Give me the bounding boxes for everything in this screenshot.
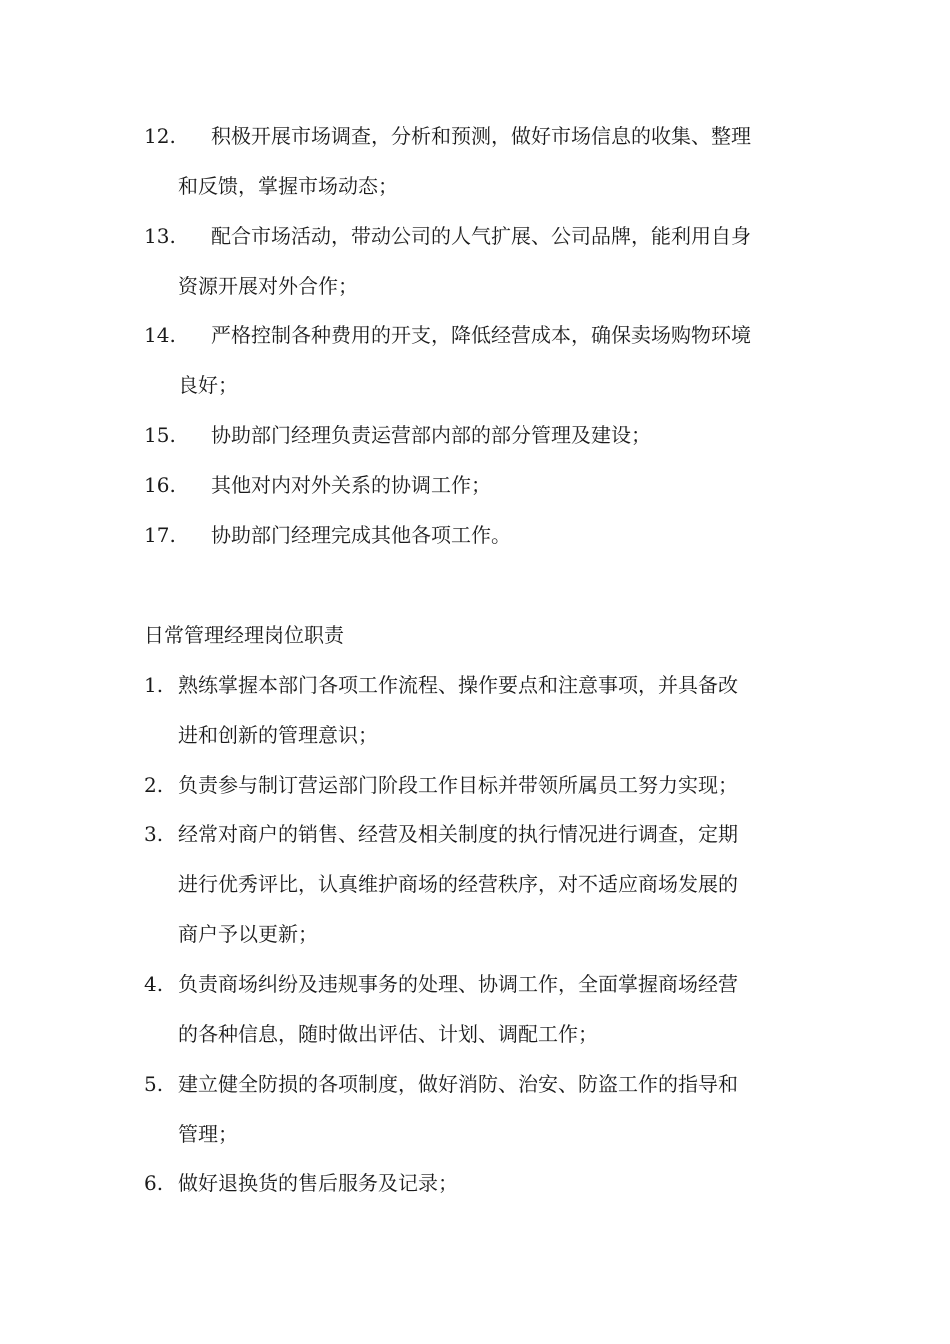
item-text-line: 负责商场纠纷及违规事务的处理、协调工作，全面掌握商场经营 bbox=[178, 972, 738, 996]
item-text-line: 商户予以更新； bbox=[178, 922, 318, 946]
item-text-line: 负责参与制订营运部门阶段工作目标并带领所属员工努力实现； bbox=[178, 773, 738, 797]
section-title: 日常管理经理岗位职责 bbox=[144, 623, 344, 647]
item-text-line: 配合市场活动，带动公司的人气扩展、公司品牌，能利用自身 bbox=[211, 224, 751, 248]
item-number: 6. bbox=[144, 1171, 164, 1195]
item-text-line: 资源开展对外合作； bbox=[178, 274, 358, 298]
item-text-line: 熟练掌握本部门各项工作流程、操作要点和注意事项，并具备改 bbox=[178, 673, 738, 697]
item-number: 13. bbox=[144, 224, 176, 248]
item-text-line: 的各种信息，随时做出评估、计划、调配工作； bbox=[178, 1022, 598, 1046]
item-text-line: 进行优秀评比，认真维护商场的经营秩序，对不适应商场发展的 bbox=[178, 872, 738, 896]
item-text-line: 协助部门经理完成其他各项工作。 bbox=[211, 523, 511, 547]
item-text-line: 进和创新的管理意识； bbox=[178, 723, 378, 747]
item-number: 3. bbox=[144, 822, 164, 846]
item-text-line: 管理； bbox=[178, 1122, 238, 1146]
item-text-line: 和反馈，掌握市场动态； bbox=[178, 174, 398, 198]
item-text-line: 积极开展市场调查，分析和预测，做好市场信息的收集、整理 bbox=[211, 124, 751, 148]
item-number: 16. bbox=[144, 473, 176, 497]
item-number: 5. bbox=[144, 1072, 164, 1096]
item-number: 1. bbox=[144, 673, 164, 697]
item-number: 4. bbox=[144, 972, 164, 996]
item-text-line: 良好； bbox=[178, 373, 238, 397]
item-number: 2. bbox=[144, 773, 164, 797]
item-text-line: 建立健全防损的各项制度，做好消防、治安、防盗工作的指导和 bbox=[178, 1072, 738, 1096]
item-number: 12. bbox=[144, 124, 176, 148]
item-text-line: 严格控制各种费用的开支，降低经营成本，确保卖场购物环境 bbox=[211, 323, 751, 347]
item-number: 14. bbox=[144, 323, 176, 347]
item-number: 15. bbox=[144, 423, 176, 447]
item-text-line: 经常对商户的销售、经营及相关制度的执行情况进行调查，定期 bbox=[178, 822, 738, 846]
item-text-line: 协助部门经理负责运营部内部的部分管理及建设； bbox=[211, 423, 651, 447]
item-number: 17. bbox=[144, 523, 176, 547]
item-text-line: 做好退换货的售后服务及记录； bbox=[178, 1171, 458, 1195]
item-text-line: 其他对内对外关系的协调工作； bbox=[211, 473, 491, 497]
